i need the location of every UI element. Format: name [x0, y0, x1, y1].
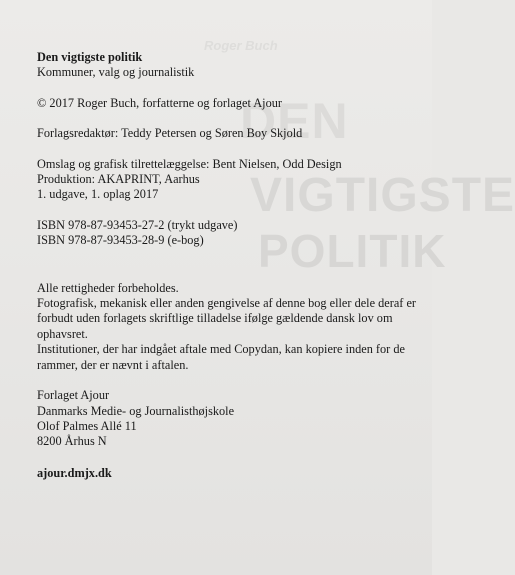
show-through-author: Roger Buch [204, 38, 278, 53]
rights-reserved: Alle rettigheder forbeholdes. [37, 280, 179, 295]
design-credit: Omslag og grafisk tilrettelæggelse: Bent Nielsen, Odd Design [37, 156, 342, 171]
website-link: ajour.dmjx.dk [37, 465, 112, 480]
book-subtitle: Kommuner, valg og journalistik [37, 65, 195, 80]
colophon-text [37, 50, 427, 481]
show-through-title-1: DEN [240, 93, 349, 149]
book-title: Den vigtigste politik [37, 50, 143, 64]
school-name: Danmarks Medie- og Journalisthøjskole [37, 403, 235, 418]
city-address: 8200 Århus N [37, 434, 107, 449]
isbn-print: ISBN 978-87-93453-27-2 (trykt udgave) [37, 217, 238, 232]
editor-line: Forlagsredaktør: Teddy Petersen og Søren Boy Skjold [37, 126, 303, 141]
show-through-title-2: VIGTIGSTE [250, 169, 515, 222]
show-through-title-3: POLITIK [258, 225, 447, 277]
production-credit: Produktion: AKAPRINT, Aarhus [37, 172, 200, 187]
isbn-ebook: ISBN 978-87-93453-28-9 (e-bog) [37, 233, 204, 248]
reproduction-notice: Fotografisk, mekanisk eller anden gengivelse af denne bog eller dele deraf er forbudt uden forlagets skriftlige tilladelse ifølge gældende dansk lov om ophavsret. [37, 296, 416, 341]
publisher-name: Forlaget Ajour [37, 388, 110, 403]
copydan-notice: Institutioner, der har indgået aftale med Copydan, kan kopiere inden for de rammer, der er nævnt i aftalen. [37, 342, 405, 372]
edition-line: 1. udgave, 1. oplag 2017 [37, 187, 159, 202]
street-address: Olof Palmes Allé 11 [37, 418, 137, 433]
copyright-line: © 2017 Roger Buch, forfatterne og forlaget Ajour [37, 95, 282, 110]
